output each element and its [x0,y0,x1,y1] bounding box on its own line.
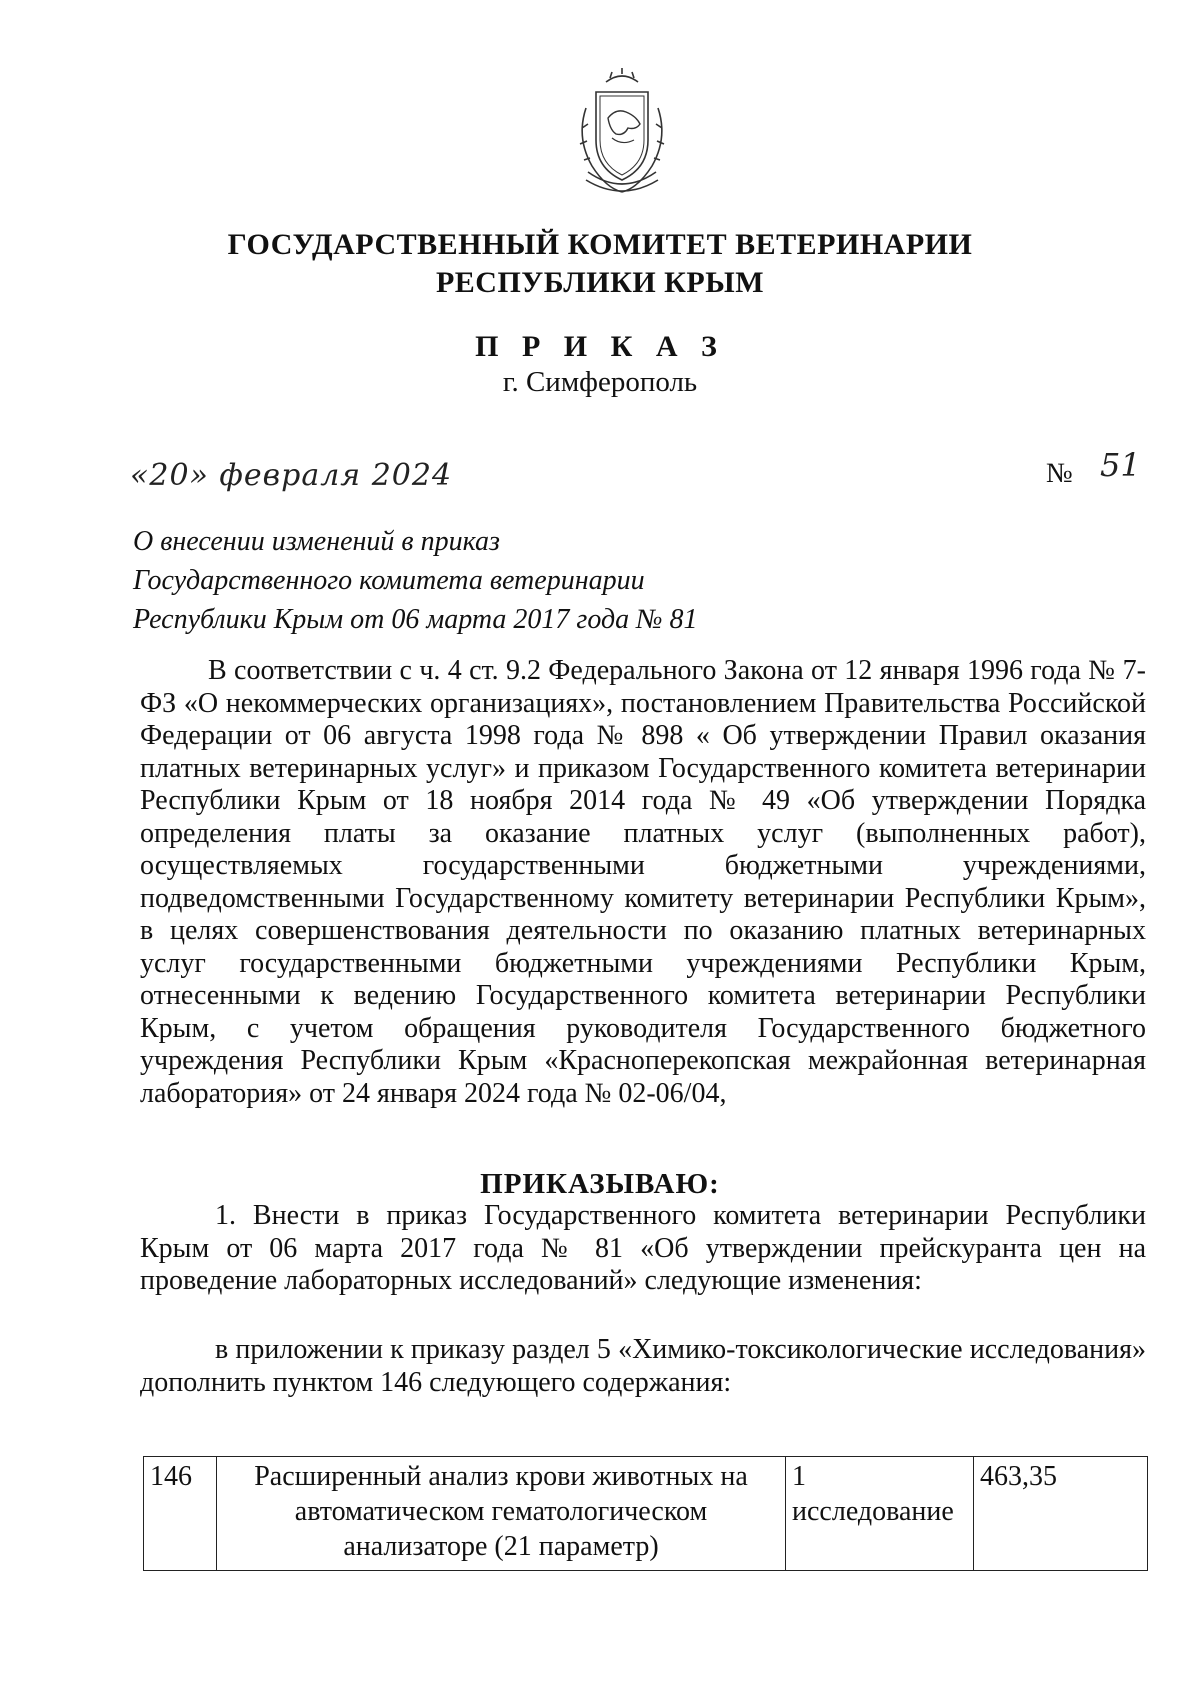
subject-line: О внесении изменений в приказ [133,526,500,557]
price-table [143,1456,1148,1571]
document-number-handwritten: 51 [1100,446,1141,484]
table-cell-number: 146 [144,1457,217,1571]
organization-name-line1: ГОСУДАРСТВЕННЫЙ КОМИТЕТ ВЕТЕРИНАРИИ [227,228,973,261]
document-number-label: № [1046,458,1073,489]
decree-heading: ПРИКАЗЫВАЮ: [480,1168,720,1200]
table-cell-service-name: Расширенный анализ крови животных на автоматическом гематологическом анализаторе (21 параметр) [217,1457,786,1571]
table-row [144,1457,1148,1571]
decree-item-1-detail: в приложении к приказу раздел 5 «Химико-токсикологические исследования» дополнить пунктом 146 следующего содержания: [140,1334,1146,1398]
subject-line: Республики Крым от 06 марта 2017 года № 81 [133,604,698,635]
document-city: г. Симферополь [502,366,698,398]
document-date-handwritten: «20» февраля 2024 [130,458,453,493]
document-subject [133,522,698,639]
coat-of-arms-emblem [566,68,678,198]
table-cell-price: 463,35 [974,1457,1148,1571]
organization-name-line2: РЕСПУБЛИКИ КРЫМ [435,266,765,299]
decree-item-1: 1. Внести в приказ Государственного комитета ветеринарии Республики Крым от 06 марта 2017 года № 81 «Об утверждении прейскуранта цен на проведение лабораторных исследований» следующие изменения: [140,1200,1146,1296]
subject-line: Государственного комитета ветеринарии [133,565,645,596]
document-type-title: П Р И К А З [475,330,725,363]
preamble-paragraph: В соответствии с ч. 4 ст. 9.2 Федерального Закона от 12 января 1996 года № 7-ФЗ «О некоммерческих организациях», постановлением Правительства Российской Федерации от 06 августа 1998 года № 898 « Об утверждении Правил оказания платных ветеринарных услуг» и приказом Государственного комитета ветеринарии Республики Крым от 18 ноября 2014 года № 49 «Об утверждении Порядка определения платы за оказание платных услуг (выполненных работ), осуществляемых государственными бюджетными учреждениями, подведомственными Государственному комитету ветеринарии Республики Крым», в целях совершенствования деятельности по оказанию платных ветеринарных услуг государственными бюджетными учреждениями Республики Крым, отнесенными к ведению Государственного комитета ветеринарии Республики Крым, с учетом обращения руководителя Государственного бюджетного учреждения Республики Крым «Красноперекопская межрайонная ветеринарная лаборатория» от 24 января 2024 года № 02-06/04, [140,655,1146,1109]
table-cell-unit: 1 исследование [786,1457,974,1571]
